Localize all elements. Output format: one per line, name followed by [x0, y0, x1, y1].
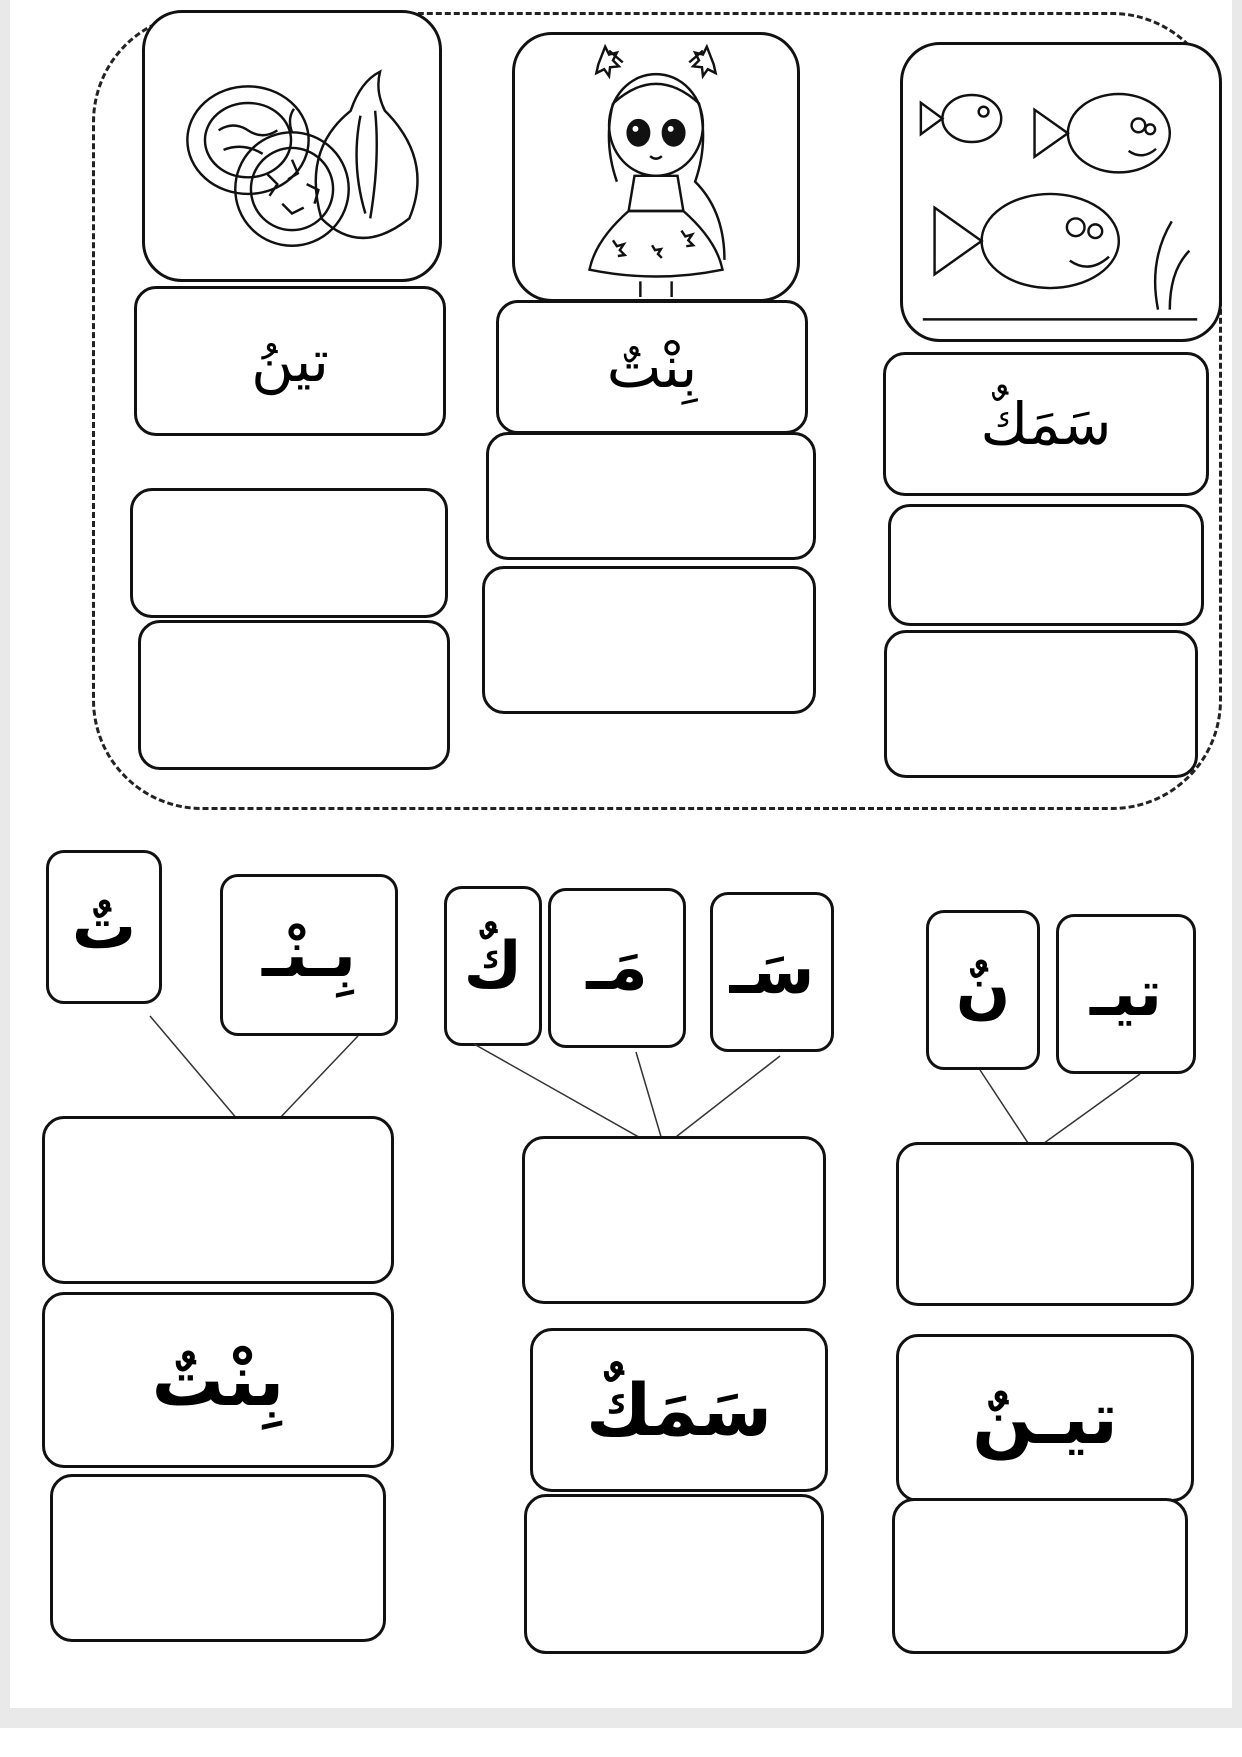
word-text: تينُ: [251, 327, 329, 395]
word-text: سَمَكٌ: [585, 1368, 773, 1452]
worksheet-page: [10, 0, 1232, 1708]
word-text: سَمَكٌ: [980, 390, 1112, 458]
answer-box[interactable]: [50, 1474, 386, 1642]
letter-text: كٌ: [463, 929, 523, 1003]
letter-text: تيـ: [1089, 957, 1163, 1031]
answer-box[interactable]: [42, 1116, 394, 1284]
next-page-edge: [0, 1728, 1242, 1757]
word-card-samak: [530, 1328, 828, 1492]
word-text: بِنْتٌ: [151, 1338, 285, 1422]
letter-text: مَـ: [586, 931, 648, 1005]
letter-text: بِـنْـ: [262, 918, 356, 992]
answer-box[interactable]: [896, 1142, 1194, 1306]
answer-box[interactable]: [522, 1136, 826, 1304]
word-text: تيـنٌ: [972, 1376, 1118, 1460]
word-text: بِنْتٌ: [606, 333, 698, 401]
letter-text: تٌ: [71, 890, 137, 964]
letter-text: سَـ: [729, 935, 815, 1009]
answer-box[interactable]: [892, 1498, 1188, 1654]
letter-text: نٌ: [955, 953, 1011, 1027]
answer-box[interactable]: [524, 1494, 824, 1654]
word-card-bint: [42, 1292, 394, 1468]
word-card-tin: [896, 1334, 1194, 1502]
